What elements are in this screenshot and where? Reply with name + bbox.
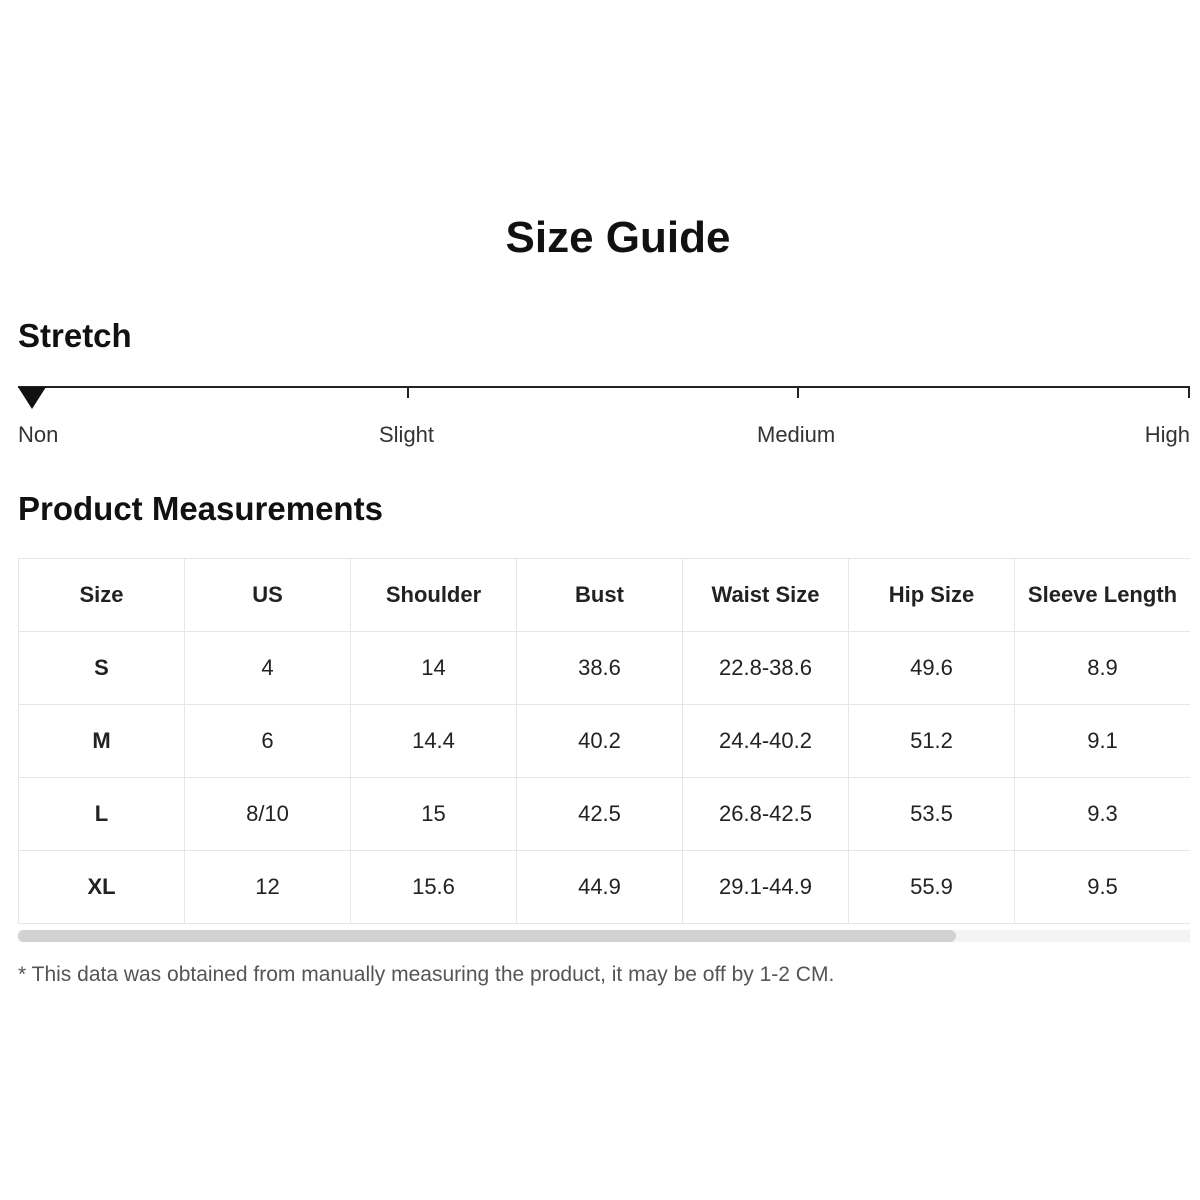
table-row bbox=[19, 851, 1191, 924]
column-header-hip: Hip Size bbox=[849, 559, 1015, 632]
table-scrollbar-thumb[interactable] bbox=[18, 930, 956, 942]
stretch-scale-line bbox=[18, 386, 1190, 388]
column-header-us: US bbox=[185, 559, 351, 632]
stretch-tick-medium bbox=[797, 386, 799, 398]
stretch-label-medium: Medium bbox=[757, 422, 836, 447]
table-cell: 8.9 bbox=[1015, 632, 1191, 705]
measurement-disclaimer: * This data was obtained from manually measuring the product, it may be off by 1-2 CM. bbox=[18, 963, 835, 986]
table-cell: 24.4-40.2 bbox=[683, 705, 849, 778]
table-cell: M bbox=[19, 705, 185, 778]
table-cell: 22.8-38.6 bbox=[683, 632, 849, 705]
page-title: Size Guide bbox=[505, 213, 731, 262]
stretch-heading: Stretch bbox=[18, 317, 132, 354]
table-cell: 4 bbox=[185, 632, 351, 705]
table-cell: 12 bbox=[185, 851, 351, 924]
measurements-table bbox=[18, 558, 1190, 924]
table-cell: 40.2 bbox=[517, 705, 683, 778]
table-cell: 38.6 bbox=[517, 632, 683, 705]
table-cell: 51.2 bbox=[849, 705, 1015, 778]
table-cell: 14 bbox=[351, 632, 517, 705]
column-header-shoulder: Shoulder bbox=[351, 559, 517, 632]
table-cell: L bbox=[19, 778, 185, 851]
table-cell: 14.4 bbox=[351, 705, 517, 778]
table-cell: S bbox=[19, 632, 185, 705]
measurements-table-container[interactable] bbox=[18, 558, 1190, 930]
table-cell: 9.3 bbox=[1015, 778, 1191, 851]
stretch-tick-high bbox=[1188, 386, 1190, 398]
table-cell: 44.9 bbox=[517, 851, 683, 924]
column-header-waist: Waist Size bbox=[683, 559, 849, 632]
table-cell: 42.5 bbox=[517, 778, 683, 851]
table-cell: 15 bbox=[351, 778, 517, 851]
column-header-size: Size bbox=[19, 559, 185, 632]
stretch-tick-slight bbox=[407, 386, 409, 398]
stretch-label-high: High bbox=[1144, 422, 1190, 447]
table-row bbox=[19, 705, 1191, 778]
table-header-row bbox=[19, 559, 1191, 632]
stretch-label-slight: Slight bbox=[379, 422, 435, 447]
table-cell: 55.9 bbox=[849, 851, 1015, 924]
table-row bbox=[19, 778, 1191, 851]
table-cell: 49.6 bbox=[849, 632, 1015, 705]
table-cell: XL bbox=[19, 851, 185, 924]
column-header-sleeve-length: Sleeve Length bbox=[1015, 559, 1191, 632]
table-cell: 29.1-44.9 bbox=[683, 851, 849, 924]
measurements-heading: Product Measurements bbox=[18, 490, 383, 527]
stretch-scale bbox=[18, 380, 1190, 450]
stretch-label-non: Non bbox=[18, 422, 59, 447]
column-header-bust: Bust bbox=[517, 559, 683, 632]
table-cell: 53.5 bbox=[849, 778, 1015, 851]
table-cell: 6 bbox=[185, 705, 351, 778]
stretch-indicator-icon bbox=[18, 387, 46, 409]
table-cell: 26.8-42.5 bbox=[683, 778, 849, 851]
table-cell: 15.6 bbox=[351, 851, 517, 924]
table-cell: 9.5 bbox=[1015, 851, 1191, 924]
table-cell: 8/10 bbox=[185, 778, 351, 851]
table-row bbox=[19, 632, 1191, 705]
table-scrollbar[interactable] bbox=[18, 930, 1190, 942]
table-cell: 9.1 bbox=[1015, 705, 1191, 778]
